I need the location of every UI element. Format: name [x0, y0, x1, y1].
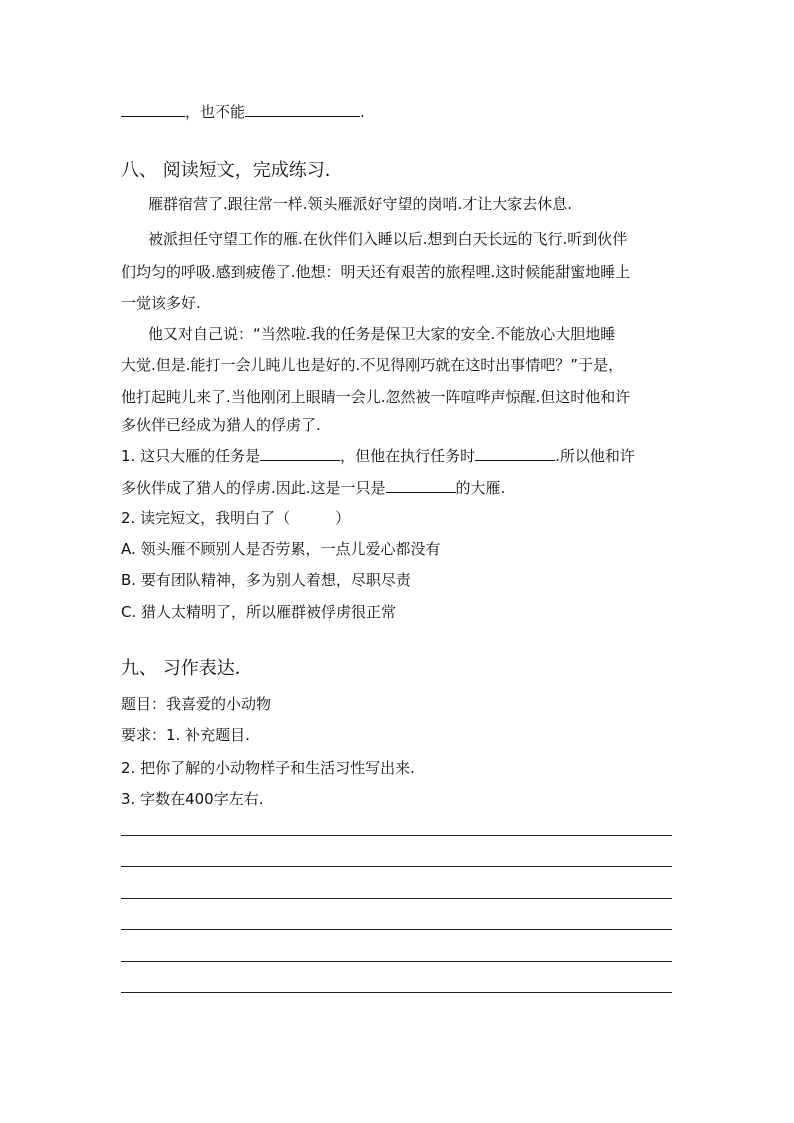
answer-blank[interactable]	[260, 446, 340, 461]
requirement-1: 要求：1. 补充题目.	[121, 726, 250, 744]
writing-line[interactable]	[121, 929, 672, 930]
passage-line: 多伙伴已经成为猎人的俘虏了.	[121, 416, 321, 434]
writing-line[interactable]	[121, 866, 672, 867]
answer-blank[interactable]	[121, 102, 185, 117]
section-9-heading: 九、 习作表达．	[121, 658, 253, 679]
essay-title: 题目：我喜爱的小动物	[121, 695, 272, 713]
writing-line[interactable]	[121, 961, 672, 962]
answer-blank[interactable]	[245, 102, 360, 117]
requirement-2: 2. 把你了解的小动物样子和生活习性写出来.	[121, 759, 415, 777]
passage-line: 他打起盹儿来了.当他刚闭上眼睛一会儿.忽然被一阵喧哗声惊醒.但这时他和许	[121, 388, 631, 406]
passage-line: 们均匀的呼吸.感到疲倦了.他想：明天还有艰苦的旅程哩.这时候能甜蜜地睡上	[121, 263, 631, 281]
section-8-heading: 八、 阅读短文，完成练习．	[121, 160, 343, 181]
option-c[interactable]: C. 猎人太精明了，所以雁群被俘虏很正常	[121, 603, 397, 621]
writing-line[interactable]	[121, 835, 672, 836]
answer-blank[interactable]	[386, 478, 456, 493]
option-a[interactable]: A. 领头雁不顾别人是否劳累，一点儿爱心都没有	[121, 540, 441, 558]
top-fill-line: ，也不能 .	[121, 102, 365, 122]
passage-line: 雁群宿营了.跟往常一样.领头雁派好守望的岗哨.才让大家去休息.	[148, 195, 573, 213]
passage-line: 被派担任守望工作的雁.在伙伴们入睡以后.想到白天长远的飞行.听到伙伴	[148, 230, 628, 248]
passage-line: 他又对自己说：“当然啦.我的任务是保卫大家的安全.不能放心大胆地睡	[148, 325, 616, 343]
writing-line[interactable]	[121, 898, 672, 899]
question-1-line-2: 多伙伴成了猎人的俘虏.因此.这是一只是 的大雁.	[121, 479, 506, 497]
requirement-3: 3. 字数在400字左右.	[121, 790, 264, 808]
question-2-stem: 2. 读完短文，我明白了（ ）	[121, 509, 351, 527]
passage-line: 一觉该多好.	[121, 294, 201, 312]
writing-line[interactable]	[121, 992, 672, 993]
passage-line: 大觉.但是.能打一会儿盹儿也是好的.不见得刚巧就在这时出事情吧？”于是，	[121, 356, 624, 374]
option-b[interactable]: B. 要有团队精神，多为别人着想，尽职尽责	[121, 571, 411, 589]
answer-blank[interactable]	[475, 446, 555, 461]
question-1-line-1: 1. 这只大雁的任务是 ，但他在执行任务时 .所以他和许	[121, 447, 635, 465]
